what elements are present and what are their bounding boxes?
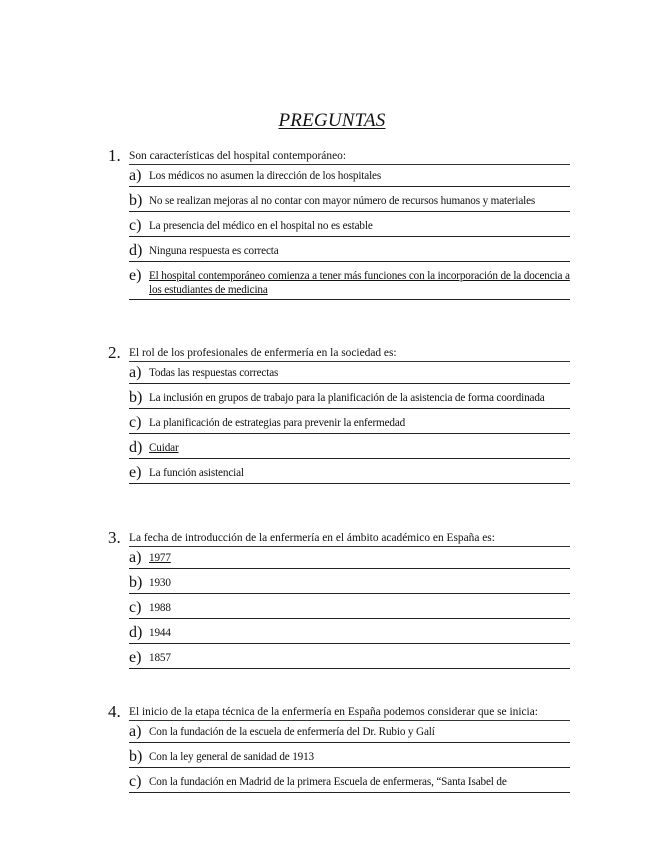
- question-text: El inicio de la etapa técnica de la enfermería en España podemos considerar que se inicia:: [129, 703, 570, 721]
- option-text: No se realizan mejoras al no contar con mayor número de recursos humanos y materiales: [149, 195, 536, 207]
- answer-option: [129, 364, 570, 384]
- option-letter: b): [129, 192, 143, 209]
- question-text: La fecha de introducción de la enfermería en el ámbito académico en España es:: [129, 529, 570, 547]
- option-text: Cuidar: [149, 442, 179, 454]
- option-letter: d): [129, 439, 143, 456]
- option-letter: d): [129, 624, 143, 641]
- answer-option: [129, 242, 570, 262]
- answer-option: [129, 574, 570, 594]
- answer-option: [129, 389, 570, 409]
- option-text: Con la fundación en Madrid de la primera Escuela de enfermeras, “Santa Isabel de: [149, 776, 507, 788]
- answer-option: [129, 599, 570, 619]
- option-text: 1988: [149, 602, 171, 614]
- question-number: 3.: [108, 528, 121, 547]
- question-text: Son características del hospital contemporáneo:: [129, 147, 570, 165]
- option-letter: a): [129, 167, 142, 184]
- answer-option: [129, 217, 570, 237]
- answer-option: [129, 439, 570, 459]
- question-number: 4.: [108, 702, 121, 721]
- answer-option: [129, 414, 570, 434]
- answer-option: [129, 773, 570, 793]
- option-text: Todas las respuestas correctas: [149, 367, 279, 379]
- question-1: [108, 147, 570, 305]
- option-text: 1944: [149, 627, 171, 639]
- option-text: Con la ley general de sanidad de 1913: [149, 751, 315, 763]
- answer-option: [129, 748, 570, 768]
- question-text: El rol de los profesionales de enfermería en la sociedad es:: [129, 344, 570, 362]
- option-text: El hospital contemporáneo comienza a tener más funciones con la incorporación de la docencia a los estudiantes de medicina: [149, 270, 570, 296]
- page-title: PREGUNTAS: [278, 110, 386, 131]
- option-letter: d): [129, 242, 143, 259]
- option-text: 1857: [149, 652, 171, 664]
- option-text: Ninguna respuesta es correcta: [149, 245, 279, 257]
- option-letter: e): [129, 267, 142, 284]
- option-letter: e): [129, 464, 142, 481]
- option-text: La inclusión en grupos de trabajo para la planificación de la asistencia de forma coordinada: [149, 392, 545, 404]
- option-letter: c): [129, 414, 142, 431]
- option-text: Con la fundación de la escuela de enfermería del Dr. Rubio y Galí: [149, 726, 435, 738]
- option-letter: c): [129, 599, 142, 616]
- option-text: La planificación de estrategias para prevenir la enfermedad: [149, 417, 406, 429]
- option-text: Los médicos no asumen la dirección de los hospitales: [149, 170, 382, 182]
- answer-option: [129, 549, 570, 569]
- option-letter: e): [129, 649, 142, 666]
- option-text: La función asistencial: [149, 467, 244, 479]
- option-letter: b): [129, 574, 143, 591]
- answer-option: [129, 624, 570, 644]
- option-letter: c): [129, 773, 142, 790]
- option-text: 1930: [149, 577, 171, 589]
- option-letter: a): [129, 364, 142, 381]
- answer-option: [129, 464, 570, 484]
- question-4: [108, 703, 570, 798]
- option-letter: b): [129, 389, 143, 406]
- option-letter: a): [129, 549, 142, 566]
- option-text: La presencia del médico en el hospital no es estable: [149, 220, 373, 232]
- answer-option: [129, 723, 570, 743]
- question-2: [108, 344, 570, 489]
- question-number: 2.: [108, 343, 121, 362]
- question-3: [108, 529, 570, 674]
- answer-option: [129, 192, 570, 212]
- option-letter: b): [129, 748, 143, 765]
- answer-option: [129, 267, 570, 300]
- option-letter: c): [129, 217, 142, 234]
- option-letter: a): [129, 723, 142, 740]
- question-number: 1.: [108, 146, 121, 165]
- option-text: 1977: [149, 552, 171, 564]
- answer-option: [129, 649, 570, 669]
- answer-option: [129, 167, 570, 187]
